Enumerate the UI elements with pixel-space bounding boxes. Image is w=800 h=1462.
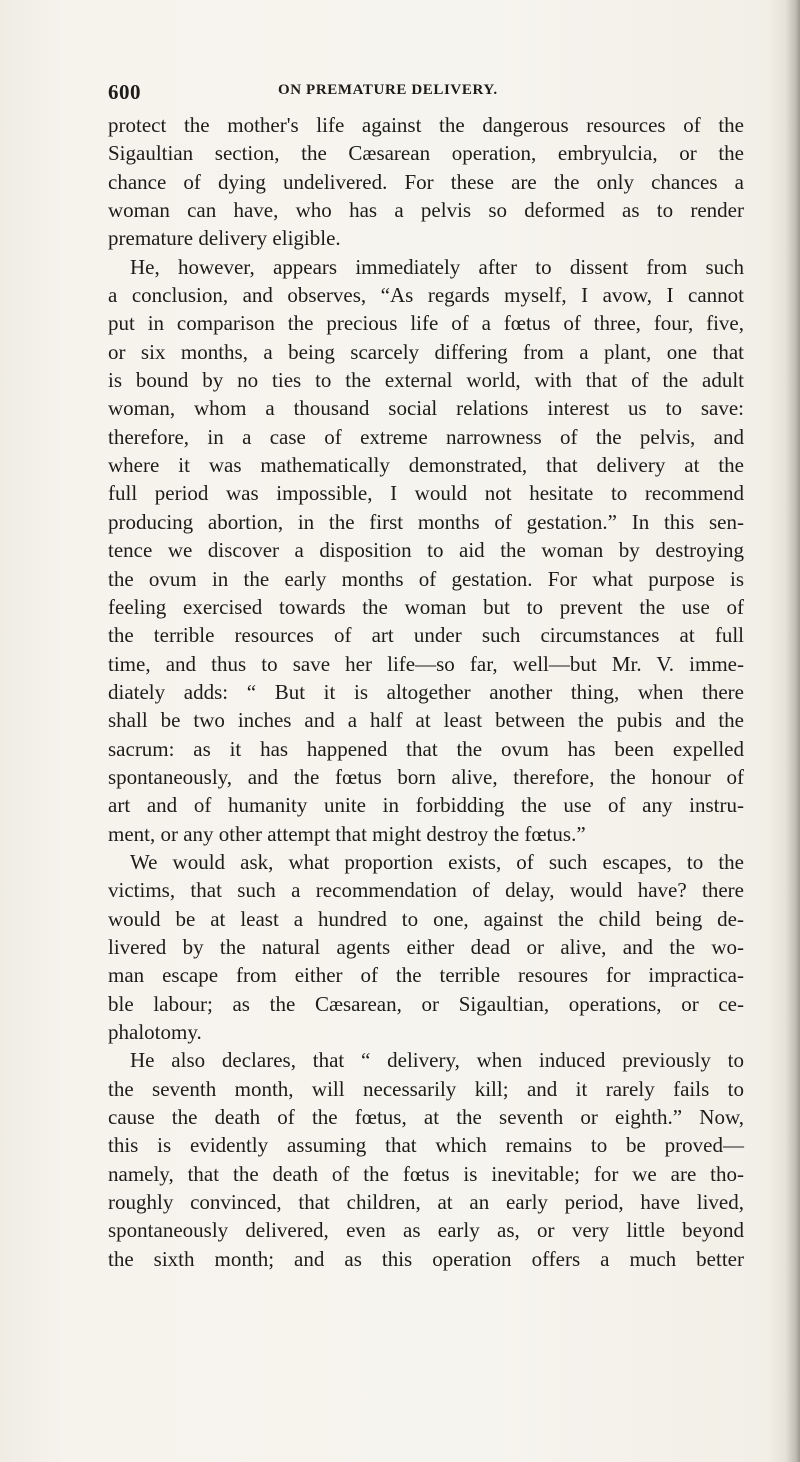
text-line: tence we discover a disposition to aid the woman by destroying — [108, 538, 744, 563]
text-line: the terrible resources of art under such circumstances at full — [108, 623, 744, 648]
text-line: art and of humanity unite in forbidding the use of any instru- — [108, 793, 744, 818]
running-head: ON PREMATURE DELIVERY. — [278, 82, 498, 98]
text-line: cause the death of the fœtus, at the seventh or eighth.” Now, — [108, 1105, 744, 1130]
text-line: shall be two inches and a half at least between the pubis and the — [108, 708, 744, 733]
text-line: premature delivery eligible. — [108, 226, 341, 251]
text-line: protect the mother's life against the dangerous resources of the — [108, 113, 744, 137]
text-line: the seventh month, will necessarily kill; and it rarely fails to — [108, 1076, 744, 1101]
text-line: the ovum in the early months of gestation. For what purpose is — [108, 566, 744, 591]
text-line: producing abortion, in the first months of gestation.” In this sen- — [108, 509, 744, 534]
text-line: where it was mathematically demonstrated, that delivery at the — [108, 453, 744, 478]
text-line: chance of dying undelivered. For these are the only chances a — [108, 169, 744, 194]
text-line: feeling exercised towards the woman but to prevent the use of — [108, 594, 744, 619]
text-line: He, however, appears immediately after to dissent from such — [130, 254, 744, 279]
text-line: this is evidently assuming that which remains to be proved— — [108, 1133, 744, 1158]
text-line: We would ask, what proportion exists, of such escapes, to the — [130, 849, 744, 874]
text-line: would be at least a hundred to one, against the child being de- — [108, 906, 744, 931]
text-line: sacrum: as it has happened that the ovum has been expelled — [108, 736, 744, 761]
text-line: man escape from either of the terrible resoures for impractica- — [108, 963, 744, 988]
text-line: time, and thus to save her life—so far, well—but Mr. V. imme- — [108, 651, 744, 676]
text-line: the sixth month; and as this operation offers a much better — [108, 1246, 744, 1271]
text-line: namely, that the death of the fœtus is inevitable; for we are tho- — [108, 1161, 744, 1186]
page-edge-shadow — [786, 0, 800, 1462]
text-line: therefore, in a case of extreme narrowness of the pelvis, and — [108, 424, 744, 449]
text-line: diately adds: “ But it is altogether another thing, when there — [108, 679, 744, 704]
text-line: full period was impossible, I would not hesitate to recommend — [108, 481, 744, 506]
text-line: He also declares, that “ delivery, when induced previously to — [130, 1048, 744, 1073]
text-line: ment, or any other attempt that might destroy the fœtus.” — [108, 821, 586, 846]
text-line: a conclusion, and observes, “As regards myself, I avow, I cannot — [108, 283, 744, 308]
text-line: woman can have, who has a pelvis so deformed as to render — [108, 198, 744, 223]
text-line: put in comparison the precious life of a fœtus of three, four, five, — [108, 311, 744, 336]
text-line: phalotomy. — [108, 1020, 202, 1044]
page-number: 600 — [108, 80, 141, 104]
text-line: livered by the natural agents either dead or alive, and the wo- — [108, 934, 744, 959]
text-line: spontaneously, and the fœtus born alive, therefore, the honour of — [108, 764, 744, 789]
text-line: ble labour; as the Cæsarean, or Sigaultian, operations, or ce- — [108, 991, 744, 1016]
text-line: is bound by no ties to the external world, with that of the adult — [108, 368, 744, 393]
text-line: victims, that such a recommendation of delay, would have? there — [108, 878, 744, 903]
text-line: woman, whom a thousand social relations interest us to save: — [108, 396, 744, 421]
text-line: spontaneously delivered, even as early as, or very little beyond — [108, 1218, 744, 1243]
text-line: Sigaultian section, the Cæsarean operation, embryulcia, or the — [108, 141, 744, 166]
text-line: roughly convinced, that children, at an early period, have lived, — [108, 1190, 744, 1215]
text-line: or six months, a being scarcely differing from a plant, one that — [108, 339, 744, 364]
body-text — [108, 111, 744, 1273]
page-header — [108, 80, 743, 104]
